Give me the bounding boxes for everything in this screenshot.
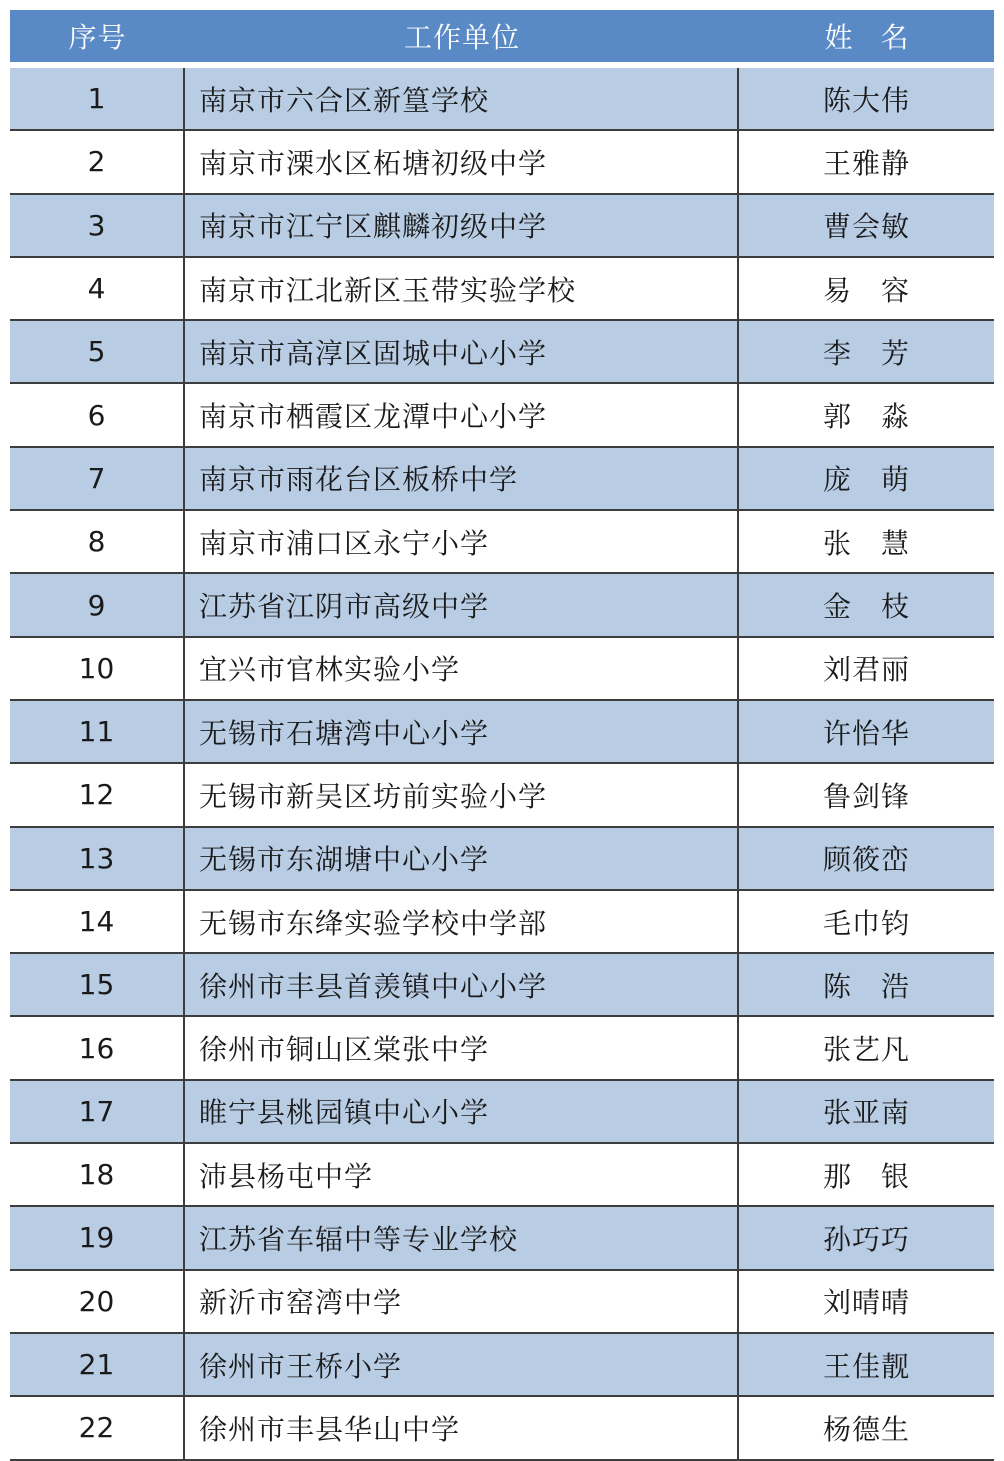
row-index: 15	[10, 954, 185, 1015]
row-unit: 南京市六合区新篁学校	[185, 68, 739, 129]
header-unit: 工作单位	[403, 21, 520, 54]
row-name: 张艺凡	[822, 1033, 910, 1067]
row-name: 鲁剑锋	[822, 779, 910, 813]
row-unit: 无锡市东绛实验学校中学部	[185, 891, 739, 952]
row-index: 14	[10, 891, 185, 952]
row-name: 那 银	[822, 1159, 910, 1193]
row-unit: 江苏省江阴市高级中学	[185, 574, 739, 635]
row-name: 杨德生	[822, 1412, 910, 1446]
table-row	[10, 891, 994, 954]
table-row	[10, 1334, 994, 1397]
row-index: 13	[10, 828, 185, 889]
row-index: 7	[10, 448, 185, 509]
row-name: 曹会敏	[822, 210, 910, 244]
row-index: 9	[10, 574, 185, 635]
row-unit: 徐州市王桥小学	[185, 1334, 739, 1395]
row-unit: 南京市高淳区固城中心小学	[185, 321, 739, 382]
row-index: 5	[10, 321, 185, 382]
row-name: 顾筱峦	[822, 843, 910, 877]
row-name: 王雅静	[822, 146, 910, 180]
row-index: 20	[10, 1271, 185, 1332]
table-row	[10, 701, 994, 764]
table-row	[10, 1017, 994, 1080]
row-index: 22	[10, 1397, 185, 1458]
row-name: 易 容	[822, 273, 910, 307]
table-row	[10, 195, 994, 258]
header-index: 序号	[68, 21, 127, 54]
table-row	[10, 764, 994, 827]
row-unit: 南京市浦口区永宁小学	[185, 511, 739, 572]
row-unit: 江苏省车辐中等专业学校	[185, 1207, 739, 1268]
row-unit: 南京市雨花台区板桥中学	[185, 448, 739, 509]
row-index: 1	[10, 68, 185, 129]
table-row	[10, 954, 994, 1017]
row-unit: 无锡市石塘湾中心小学	[185, 701, 739, 762]
row-index: 19	[10, 1207, 185, 1268]
row-name: 刘晴晴	[822, 1286, 910, 1320]
row-name: 金 枝	[822, 590, 910, 624]
table-row	[10, 384, 994, 447]
table-row	[10, 448, 994, 511]
row-name: 郭 淼	[822, 400, 910, 434]
table-row	[10, 321, 994, 384]
table-body	[10, 68, 994, 1461]
row-unit: 睢宁县桃园镇中心小学	[185, 1081, 739, 1142]
row-name: 毛巾钧	[822, 906, 910, 940]
table-row	[10, 638, 994, 701]
row-unit: 新沂市窑湾中学	[185, 1271, 739, 1332]
row-index: 10	[10, 638, 185, 699]
row-unit: 徐州市铜山区棠张中学	[185, 1017, 739, 1078]
row-index: 17	[10, 1081, 185, 1142]
row-name: 庞 萌	[822, 463, 910, 497]
row-name: 王佳靓	[822, 1349, 910, 1383]
row-index: 16	[10, 1017, 185, 1078]
row-index: 12	[10, 764, 185, 825]
row-unit: 徐州市丰县首羡镇中心小学	[185, 954, 739, 1015]
table-row	[10, 574, 994, 637]
row-name: 许怡华	[822, 716, 910, 750]
awardee-table	[10, 10, 994, 1461]
row-unit: 南京市栖霞区龙潭中心小学	[185, 384, 739, 445]
row-name: 孙巧巧	[822, 1222, 910, 1256]
row-index: 6	[10, 384, 185, 445]
row-unit: 沛县杨屯中学	[185, 1144, 739, 1205]
row-name: 陈大伟	[822, 83, 910, 117]
row-name: 张亚南	[822, 1096, 910, 1130]
row-unit: 徐州市丰县华山中学	[185, 1397, 739, 1458]
row-index: 18	[10, 1144, 185, 1205]
table-row	[10, 258, 994, 321]
table-row	[10, 511, 994, 574]
table-row	[10, 1207, 994, 1270]
row-unit: 宜兴市官林实验小学	[185, 638, 739, 699]
row-index: 4	[10, 258, 185, 319]
row-unit: 无锡市东湖塘中心小学	[185, 828, 739, 889]
table-row	[10, 131, 994, 194]
row-name: 刘君丽	[822, 653, 910, 687]
row-unit: 南京市江宁区麒麟初级中学	[185, 195, 739, 256]
row-index: 8	[10, 511, 185, 572]
row-index: 21	[10, 1334, 185, 1395]
table-row	[10, 68, 994, 131]
row-index: 3	[10, 195, 185, 256]
row-index: 2	[10, 131, 185, 192]
table-row	[10, 1144, 994, 1207]
row-unit: 南京市溧水区柘塘初级中学	[185, 131, 739, 192]
table-row	[10, 1397, 994, 1460]
row-name: 李 芳	[822, 336, 910, 370]
table-row	[10, 1081, 994, 1144]
table-header	[10, 10, 994, 68]
table-row	[10, 828, 994, 891]
row-unit: 无锡市新吴区坊前实验小学	[185, 764, 739, 825]
table-row	[10, 1271, 994, 1334]
row-name: 张 慧	[822, 526, 910, 560]
row-unit: 南京市江北新区玉带实验学校	[185, 258, 739, 319]
header-name: 姓名	[824, 21, 937, 54]
row-name: 陈 浩	[822, 969, 910, 1003]
row-index: 11	[10, 701, 185, 762]
